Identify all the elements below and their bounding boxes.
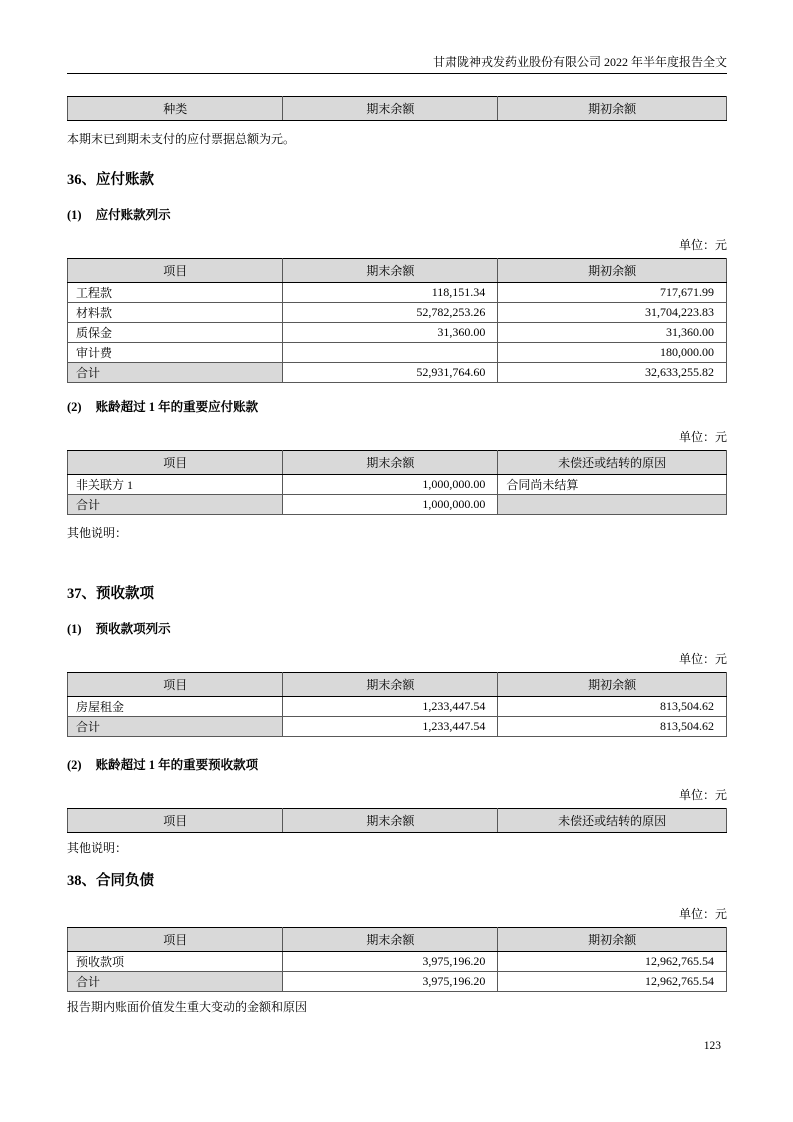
table-cell: 合同尚未结算 bbox=[498, 475, 727, 495]
table-header-row bbox=[68, 259, 727, 283]
section-37-heading: 37、预收款项 bbox=[67, 586, 154, 602]
column-header: 期末余额 bbox=[283, 928, 498, 952]
section-36-heading: 36、应付账款 bbox=[67, 172, 154, 188]
table-cell: 52,931,764.60 bbox=[283, 363, 498, 383]
accounts-payable-list-table bbox=[67, 258, 727, 383]
table-cell bbox=[498, 495, 727, 515]
table-cell: 12,962,765.54 bbox=[498, 972, 727, 992]
advances-received-list-table bbox=[67, 672, 727, 737]
table-row bbox=[68, 343, 727, 363]
sub-heading-title: 应付账款列示 bbox=[95, 208, 171, 222]
table-cell: 1,000,000.00 bbox=[283, 475, 498, 495]
contract-liabilities-note: 报告期内账面价值发生重大变动的金额和原因 bbox=[67, 1000, 308, 1014]
table-row bbox=[68, 952, 727, 972]
table-cell: 合计 bbox=[68, 363, 283, 383]
column-header: 期末余额 bbox=[283, 673, 498, 697]
accounts-payable-aging-table bbox=[67, 450, 727, 515]
contract-liabilities-table bbox=[67, 927, 727, 992]
column-header: 期末余额 bbox=[283, 809, 498, 833]
table-cell: 3,975,196.20 bbox=[283, 972, 498, 992]
table-cell: 118,151.34 bbox=[283, 283, 498, 303]
table-total-row bbox=[68, 972, 727, 992]
column-header: 期末余额 bbox=[283, 451, 498, 475]
table-row bbox=[68, 323, 727, 343]
table-header-row bbox=[68, 809, 727, 833]
table-cell: 材料款 bbox=[68, 303, 283, 323]
table-cell: 31,360.00 bbox=[498, 323, 727, 343]
sub-heading-number: (2) bbox=[67, 758, 82, 772]
table-header-row bbox=[68, 451, 727, 475]
sub-heading-number: (1) bbox=[67, 622, 82, 636]
column-header: 项目 bbox=[68, 928, 283, 952]
column-header: 种类 bbox=[68, 97, 283, 121]
column-header: 期初余额 bbox=[498, 673, 727, 697]
section-36-sub1-heading bbox=[67, 207, 727, 224]
advances-received-aging-table bbox=[67, 808, 727, 833]
table-header-row bbox=[68, 673, 727, 697]
sub-heading-title: 预收款项列示 bbox=[95, 622, 171, 636]
table-cell: 质保金 bbox=[68, 323, 283, 343]
section-38-heading: 38、合同负债 bbox=[67, 873, 154, 889]
table-row bbox=[68, 283, 727, 303]
unit-label: 单位：元 bbox=[678, 238, 727, 252]
table-cell: 1,233,447.54 bbox=[283, 697, 498, 717]
table-header-row bbox=[68, 928, 727, 952]
table-cell: 1,233,447.54 bbox=[283, 717, 498, 737]
column-header: 期初余额 bbox=[498, 928, 727, 952]
table-row bbox=[68, 303, 727, 323]
table-cell: 52,782,253.26 bbox=[283, 303, 498, 323]
table-cell: 31,704,223.83 bbox=[498, 303, 727, 323]
table-cell: 180,000.00 bbox=[498, 343, 727, 363]
table-cell: 审计费 bbox=[68, 343, 283, 363]
page-number: 123 bbox=[703, 1040, 721, 1052]
table-header-row bbox=[68, 97, 727, 121]
column-header: 期初余额 bbox=[498, 97, 727, 121]
section-36-sub2-heading bbox=[67, 399, 727, 416]
report-header-title: 甘肃陇神戎发药业股份有限公司 2022 年半年度报告全文 bbox=[432, 55, 727, 69]
table-cell: 合计 bbox=[68, 717, 283, 737]
column-header: 项目 bbox=[68, 259, 283, 283]
table-cell: 32,633,255.82 bbox=[498, 363, 727, 383]
table-cell: 3,975,196.20 bbox=[283, 952, 498, 972]
column-header: 项目 bbox=[68, 451, 283, 475]
column-header: 项目 bbox=[68, 673, 283, 697]
sub-heading-number: (1) bbox=[67, 208, 82, 222]
table-cell: 1,000,000.00 bbox=[283, 495, 498, 515]
table-cell: 813,504.62 bbox=[498, 697, 727, 717]
unit-label: 单位：元 bbox=[678, 788, 727, 802]
column-header: 期末余额 bbox=[283, 97, 498, 121]
table-total-row bbox=[68, 495, 727, 515]
table-cell: 合计 bbox=[68, 495, 283, 515]
column-header: 期初余额 bbox=[498, 259, 727, 283]
header-rule bbox=[67, 73, 727, 74]
table-cell: 预收款项 bbox=[68, 952, 283, 972]
table-cell: 717,671.99 bbox=[498, 283, 727, 303]
table-row bbox=[68, 697, 727, 717]
page-content bbox=[67, 0, 727, 1016]
table-cell: 工程款 bbox=[68, 283, 283, 303]
unit-label: 单位：元 bbox=[678, 907, 727, 921]
sub-heading-number: (2) bbox=[67, 400, 82, 414]
column-header: 项目 bbox=[68, 809, 283, 833]
table-cell: 非关联方 1 bbox=[68, 475, 283, 495]
sub-heading-title: 账龄超过 1 年的重要应付账款 bbox=[95, 400, 259, 414]
table-cell: 合计 bbox=[68, 972, 283, 992]
table-cell: 房屋租金 bbox=[68, 697, 283, 717]
column-header: 未偿还或结转的原因 bbox=[498, 809, 727, 833]
column-header: 未偿还或结转的原因 bbox=[498, 451, 727, 475]
table-cell: 31,360.00 bbox=[283, 323, 498, 343]
sub-heading-title: 账龄超过 1 年的重要预收款项 bbox=[95, 758, 259, 772]
unit-label: 单位：元 bbox=[678, 652, 727, 666]
table-total-row bbox=[68, 363, 727, 383]
section-37-sub1-heading bbox=[67, 621, 727, 638]
other-note-label: 其他说明： bbox=[67, 526, 128, 540]
section-37-sub2-heading bbox=[67, 757, 727, 774]
table-cell bbox=[283, 343, 498, 363]
table-row bbox=[68, 475, 727, 495]
table-cell: 12,962,765.54 bbox=[498, 952, 727, 972]
table-cell: 813,504.62 bbox=[498, 717, 727, 737]
notes-payable-kind-table bbox=[67, 96, 727, 121]
notes-payable-note: 本期末已到期未支付的应付票据总额为元。 bbox=[67, 132, 296, 146]
unit-label: 单位：元 bbox=[678, 430, 727, 444]
column-header: 期末余额 bbox=[283, 259, 498, 283]
table-total-row bbox=[68, 717, 727, 737]
other-note-label: 其他说明： bbox=[67, 841, 128, 855]
